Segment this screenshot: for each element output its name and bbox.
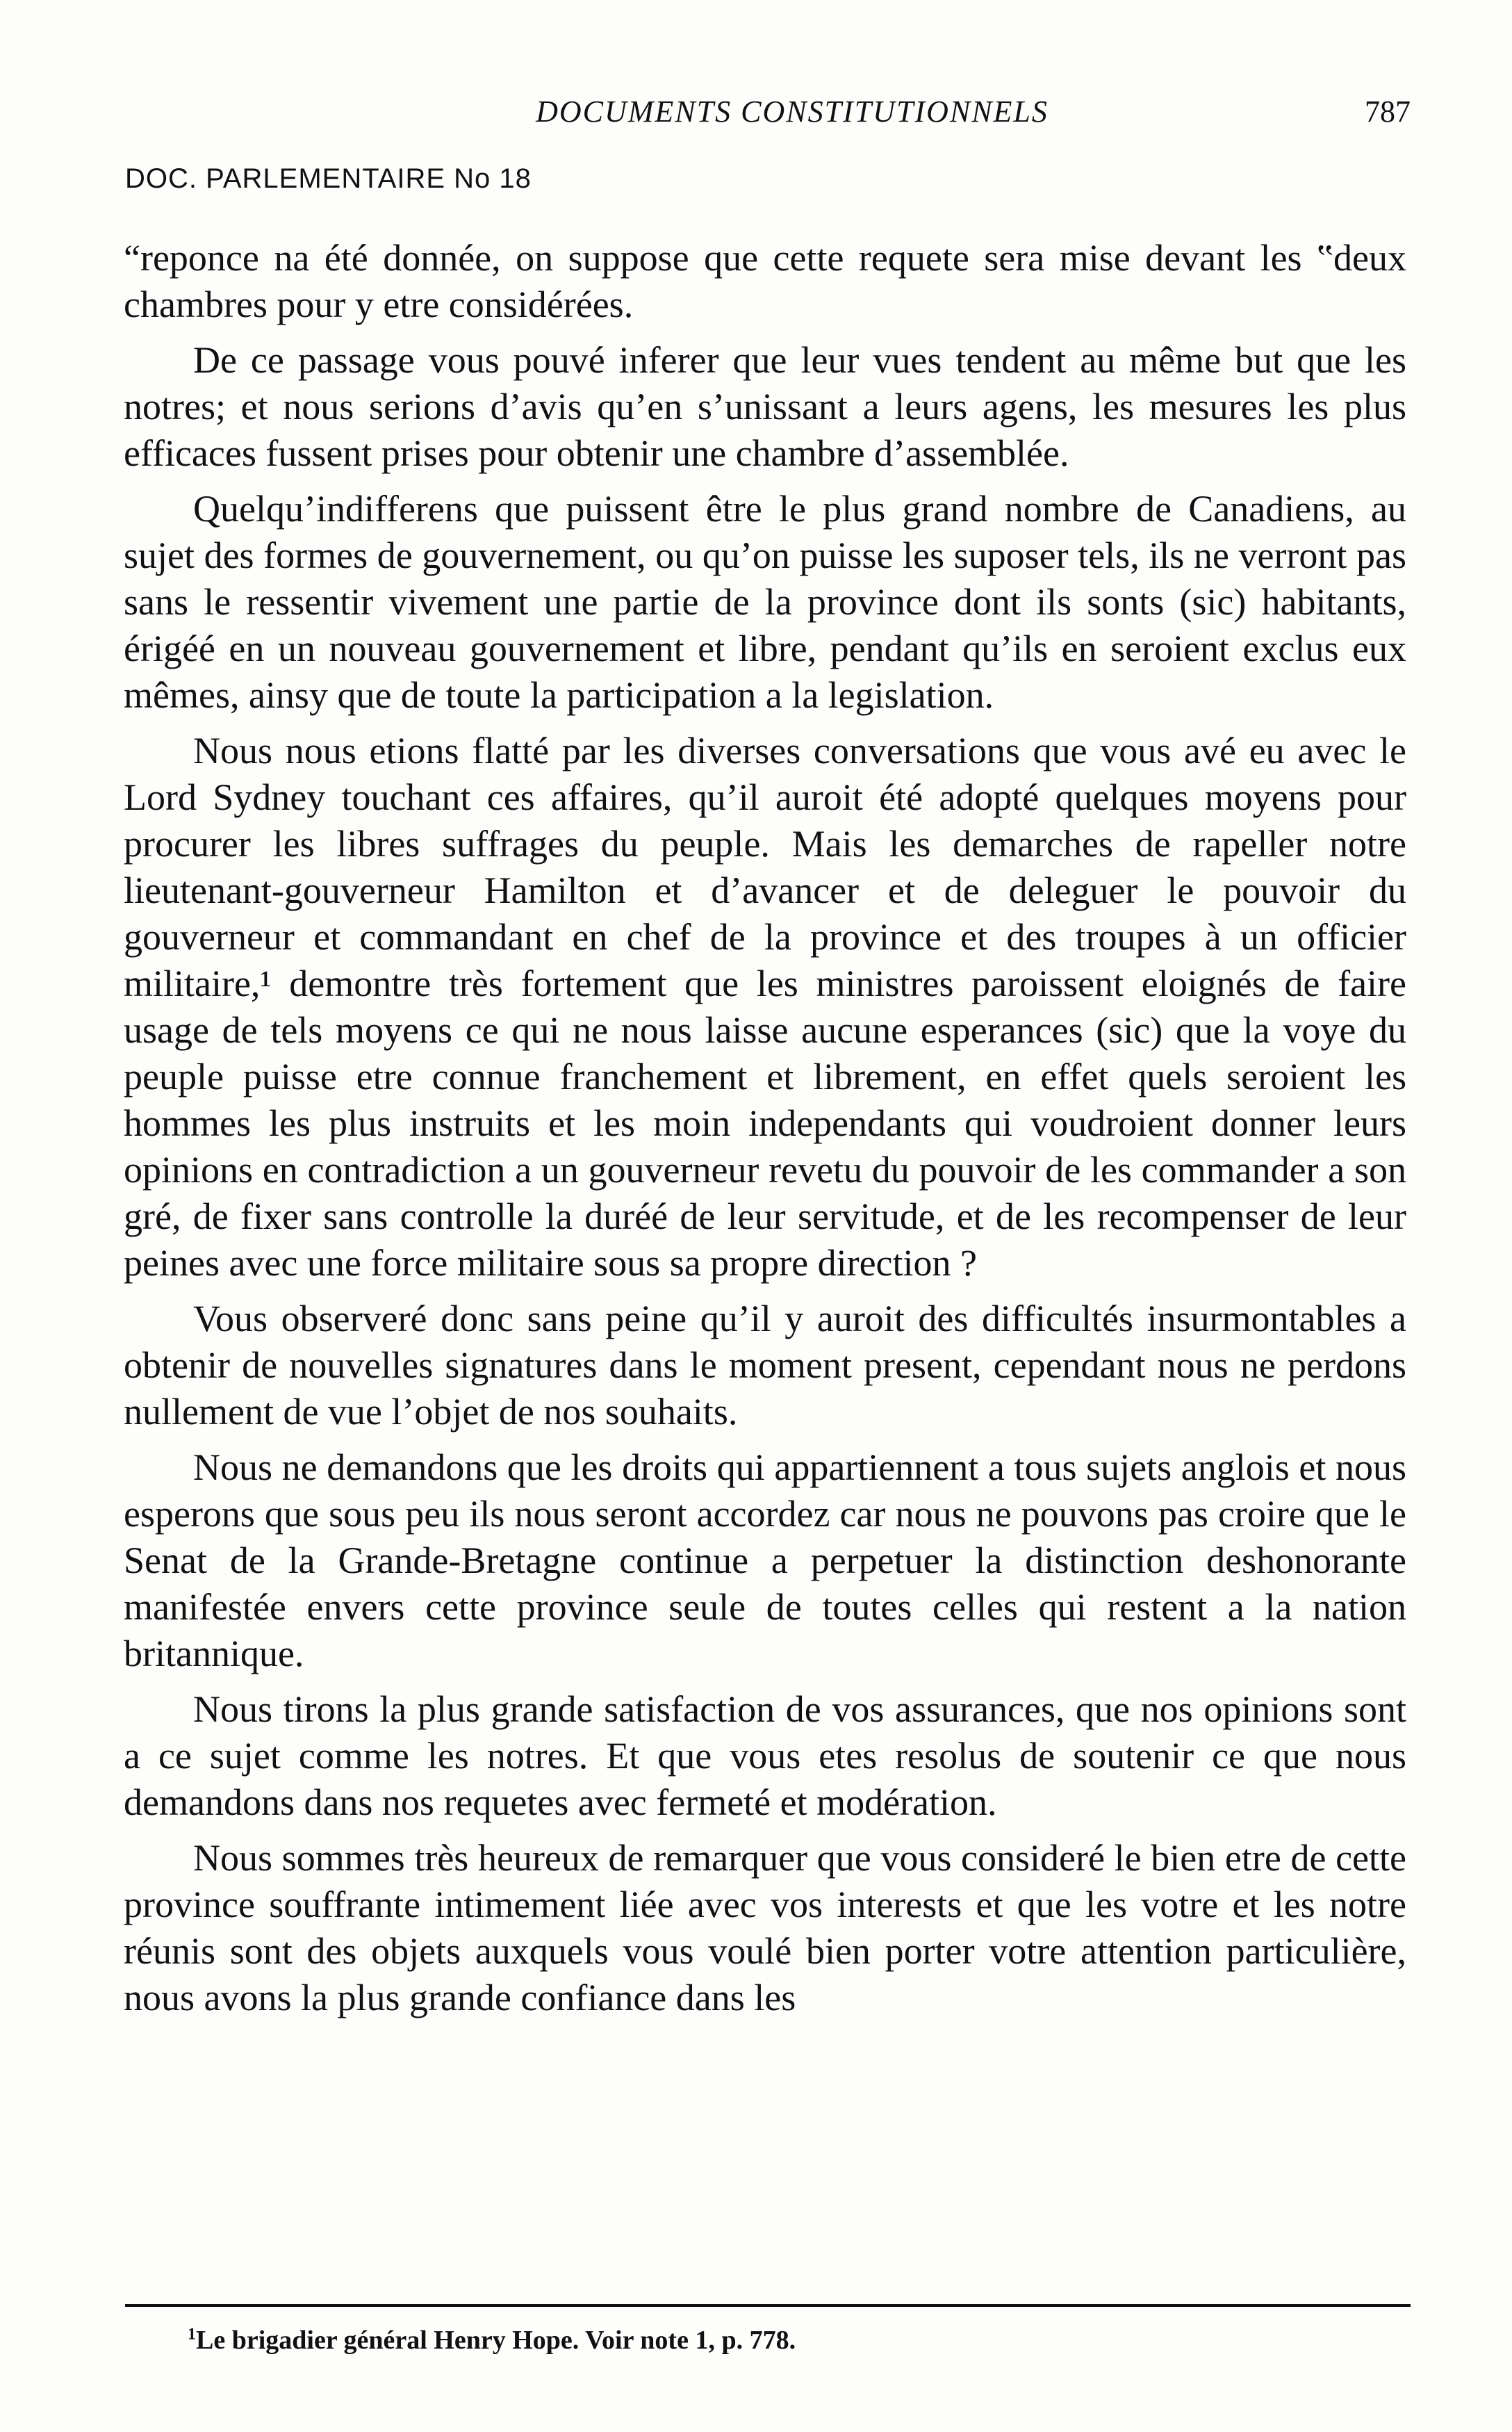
footnote-marker: 1 [188, 2325, 196, 2344]
paragraph-3: Quelqu’indifferens que puissent être le plus grand nombre de Canadiens, au sujet des formes de gouvernement, ou qu’on puisse les suposer tels, ils ne verront pas sans le ressentir vivement une partie de la province dont ils sonts (sic) habitants, érigéé en un nouveau gouvernement et libre, pendant qu’ils en seroient exclus eux mêmes, ainsy que de toute la participation a la legislation. [124, 488, 1406, 716]
page-number: 787 [1365, 95, 1411, 129]
body-text [124, 235, 1406, 2030]
paragraph-8: Nous sommes très heureux de remarquer que vous consideré le bien etre de cette province souffrante intimement liée avec vos interests et que les votre et les notre réunis sont des objets auxquels vous voulé bien porter votre attention particulière, nous avons la plus grande confiance dans les [124, 1837, 1406, 2018]
running-title: DOCUMENTS CONSTITUTIONNELS [536, 95, 1049, 129]
paragraph-4: Nous nous etions flatté par les diverses conversations que vous avé eu avec le Lord Sydney touchant ces affaires, qu’il auroit été adopté quelques moyens pour procurer les libres suffrages du peuple. Mais les demarches de rapeller notre lieutenant-gouverneur Hamilton et d’avancer et de deleguer le pouvoir du gouverneur et commandant en chef de la province et des troupes à un officier militaire,¹ demontre très fortement que les ministres paroissent eloignés de faire usage de tels moyens ce qui ne nous laisse aucune esperances (sic) que la voye du peuple puisse etre connue franchement et librement, en effet quels seroient les hommes les plus instruits et les moin independants qui voudroient donner leurs opinions en contradiction a un gouverneur revetu du pouvoir de les commander a son gré, de fixer sans controlle la duréé de leur servitude, et de les recompenser de leur peines avec une force militaire sous sa propre direction ? [124, 730, 1406, 1284]
footnote-divider [125, 2304, 1411, 2307]
footnote-text: Le brigadier général Henry Hope. Voir note 1, p. 778. [196, 2326, 796, 2355]
paragraph-1: “reponce na été donnée, on suppose que cette requete sera mise devant les ‟deux chambres pour y etre considérées. [124, 237, 1406, 325]
paragraph-7: Nous tirons la plus grande satisfaction de vos assurances, que nos opinions sont a ce sujet comme les notres. Et que vous etes resolus de soutenir ce que nous demandons dans nos requetes avec fermeté et modération. [124, 1688, 1406, 1823]
document-label: DOC. PARLEMENTAIRE No 18 [125, 163, 532, 194]
footnote [188, 2325, 796, 2356]
paragraph-2: De ce passage vous pouvé inferer que leur vues tendent au même but que les notres; et nous serions d’avis qu’en s’unissant a leurs agens, les mesures les plus efficaces fussent prises pour obtenir une chambre d’assemblée. [124, 339, 1406, 474]
running-header [125, 87, 1411, 136]
paragraph-6: Nous ne demandons que les droits qui appartiennent a tous sujets anglois et nous esperons que sous peu ils nous seront accordez car nous ne pouvons pas croire que le Senat de la Grande-Bretagne continue a perpetuer la distinction deshonorante manifestée envers cette province seule de toutes celles qui restent a la nation britannique. [124, 1446, 1406, 1674]
paragraph-5: Vous observeré donc sans peine qu’il y auroit des difficultés insurmontables a obtenir de nouvelles signatures dans le moment present, cependant nous ne perdons nullement de vue l’objet de nos souhaits. [124, 1298, 1406, 1433]
